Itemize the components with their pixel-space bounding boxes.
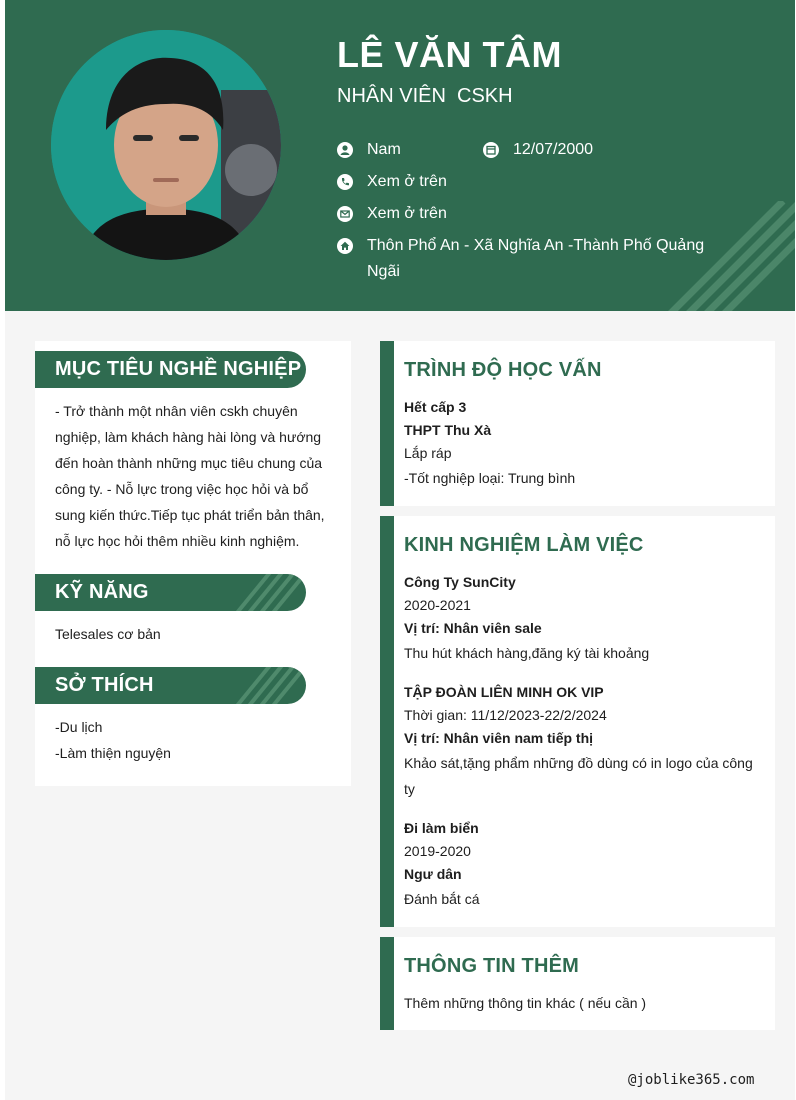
phone-row (337, 169, 447, 195)
experience-card (380, 516, 775, 927)
candidate-job-title: NHÂN VIÊN CSKH (337, 85, 513, 107)
banner-stripes-decoration (236, 574, 306, 611)
cv-header (5, 0, 795, 311)
education-major: Lắp ráp (404, 445, 452, 461)
hobbies-heading-banner (35, 667, 306, 704)
calendar-icon (483, 142, 499, 158)
skills-heading-banner (35, 574, 306, 611)
education-grade: -Tốt nghiệp loại: Trung bình (404, 470, 576, 486)
objective-line: đến hoàn thành những mục tiêu chung của (55, 455, 323, 471)
hobby-item: -Du lịch (55, 719, 103, 735)
education-card (380, 341, 775, 506)
birthdate-value: 12/07/2000 (513, 141, 594, 158)
left-column-card (35, 341, 351, 786)
email-icon (337, 206, 353, 222)
job-description: Thu hút khách hàng,đăng ký tài khoảng (404, 645, 650, 661)
email-row (337, 201, 447, 227)
banner-stripes-decoration (236, 667, 306, 704)
experience-heading: KINH NGHIỆM LÀM VIỆC (404, 534, 644, 556)
job-description-continued: ty (404, 781, 415, 797)
hobby-item: -Làm thiện nguyện (55, 745, 171, 761)
avatar-photo (51, 30, 281, 260)
objective-line: nghiệp, làm khách hàng hài lòng và hướng (55, 429, 322, 445)
job-position: Vị trí: Nhân viên sale (404, 620, 542, 636)
section-accent-bar (380, 341, 394, 506)
candidate-name: LÊ VĂN TÂM (337, 34, 562, 75)
section-accent-bar (380, 937, 394, 1030)
address-row (337, 233, 707, 285)
gender-value: Nam (367, 141, 401, 158)
skills-text: Telesales cơ bản (55, 626, 161, 642)
birthdate-row (483, 137, 593, 163)
cv-page (5, 0, 795, 1100)
objective-line: công ty. - Nỗ lực trong việc học hỏi và bổ (55, 481, 309, 497)
job-company: Đi làm biển (404, 820, 479, 836)
objective-heading: MỤC TIÊU NGHỀ NGHIỆP (55, 358, 302, 380)
job-position: Ngư dân (404, 866, 462, 882)
email-value: Xem ở trên (367, 205, 447, 222)
job-period: 2019-2020 (404, 843, 471, 859)
additional-info-text: Thêm những thông tin khác ( nếu cần ) (404, 995, 647, 1011)
user-icon (337, 142, 353, 158)
education-heading: TRÌNH ĐỘ HỌC VẤN (404, 359, 602, 381)
skills-heading: KỸ NĂNG (55, 581, 149, 603)
footer-watermark: @joblike365.com (628, 1072, 755, 1088)
objective-heading-banner (35, 351, 306, 388)
hobbies-list (55, 714, 331, 766)
additional-info-card (380, 937, 775, 1030)
job-company: TẬP ĐOÀN LIÊN MINH OK VIP (404, 684, 604, 700)
job-position: Vị trí: Nhân viên nam tiếp thị (404, 730, 594, 746)
job-company: Công Ty SunCity (404, 574, 516, 590)
education-level: Hết cấp 3 (404, 399, 467, 415)
job-period: Thời gian: 11/12/2023-22/2/2024 (404, 707, 607, 723)
job-description: Khảo sát,tặng phẩm những đồ dùng có in logo của công (404, 755, 753, 771)
address-value (367, 233, 704, 285)
job-description: Đánh bắt cá (404, 891, 480, 907)
phone-value: Xem ở trên (367, 173, 447, 190)
address-line-1: Thôn Phổ An - Xã Nghĩa An -Thành Phố Quảng (367, 237, 705, 254)
hobbies-heading: SỞ THÍCH (55, 674, 154, 696)
objective-line: nỗ lực học hỏi thêm nhiều kinh nghiệm. (55, 533, 300, 549)
objective-line: sung kiến thức.Tiếp tục phát triển bản thân, (55, 507, 325, 523)
address-line-2: Ngãi (367, 263, 400, 280)
home-icon (337, 238, 353, 254)
education-school: THPT Thu Xà (404, 422, 492, 438)
job-period: 2020-2021 (404, 597, 471, 613)
additional-info-heading: THÔNG TIN THÊM (404, 955, 580, 977)
gender-row (337, 137, 401, 163)
objective-text (55, 398, 331, 554)
objective-line: - Trở thành một nhân viên cskh chuyên (55, 403, 298, 419)
section-accent-bar (380, 516, 394, 927)
phone-icon (337, 174, 353, 190)
